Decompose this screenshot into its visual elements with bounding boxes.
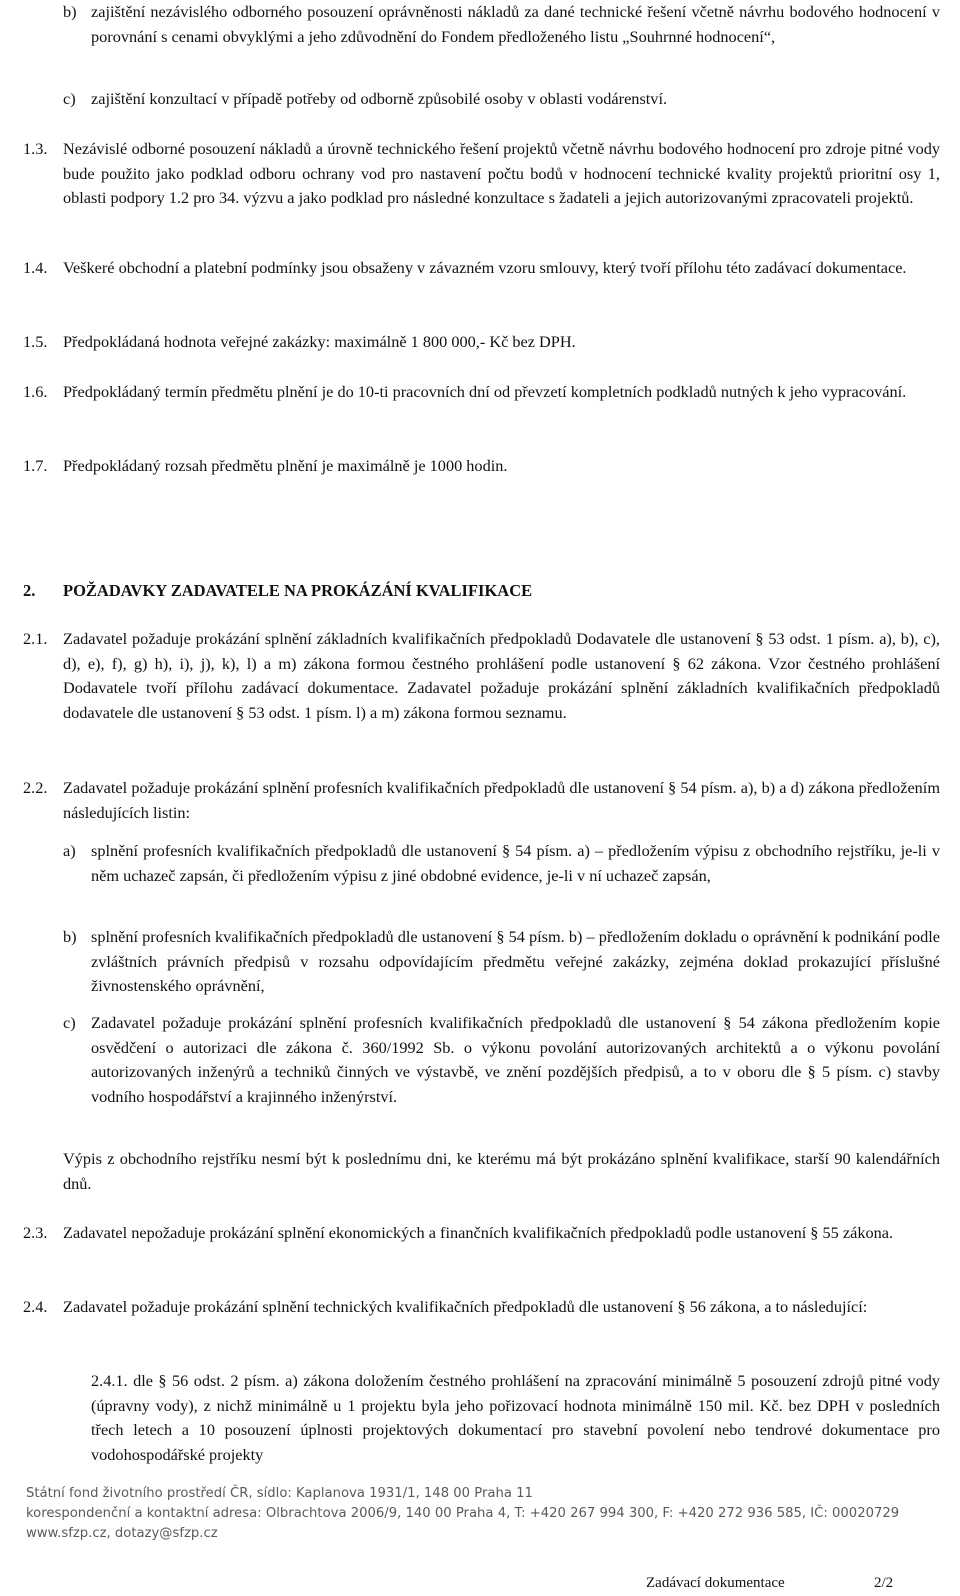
section-2-4-number: 2.4. xyxy=(23,1297,48,1316)
section-1-7-number: 1.7. xyxy=(23,456,48,475)
page-number: 2/2 xyxy=(874,1575,894,1591)
section-2-2-a-text: splnění profesních kvalifikačních předpokladů dle ustanovení § 54 písm. a) – předložením výpisu z obchodního rejstříku, je-li v něm uchazeč zapsán, či předložením výpisu z jiné obdobné evidence, je-li v ní uchazeč zapsán, xyxy=(91,841,940,885)
item-b-label: b) xyxy=(63,2,77,21)
section-2-2-note: Výpis z obchodního rejstříku nesmí být k poslednímu dni, ke kterému má být prokázáno splnění kvalifikace, starší 90 kalendářních dnů. xyxy=(63,1149,940,1193)
section-2-number: 2. xyxy=(23,581,36,600)
section-1-5-number: 1.5. xyxy=(23,332,48,351)
section-1-3-number: 1.3. xyxy=(23,139,48,158)
section-2-3-number: 2.3. xyxy=(23,1223,48,1242)
section-1-4-text: Veškeré obchodní a platební podmínky jsou obsaženy v závazném vzoru smlouvy, který tvoří přílohu této zadávací dokumentace. xyxy=(63,258,907,277)
section-2-1-text: Zadavatel požaduje prokázání splnění základních kvalifikačních předpokladů Dodavatele dle ustanovení § 53 odst. 1 písm. a), b), c), d), e), f), g) h), i), j), k), l) a m) zákona formou čestného prohlášení podle ustanovení § 62 zákona. Vzor čestného prohlášení Dodavatele tvoří přílohu zadávací dokumentace. Zadavatel požaduje prokázání splnění základních kvalifikačních předpokladů dodavatele dle ustanovení § 53 odst. 1 písm. l) a m) zákona formou seznamu. xyxy=(63,629,940,722)
section-2-2-b-label: b) xyxy=(63,927,77,946)
footer-web-link[interactable]: www.sfzp.cz, dotazy@sfzp.cz xyxy=(26,1526,218,1541)
section-1-7-text: Předpokládaný rozsah předmětu plnění je maximálně je 1000 hodin. xyxy=(63,456,508,475)
section-2-2-b-text: splnění profesních kvalifikačních předpokladů dle ustanovení § 54 písm. b) – předložením dokladu o oprávnění k podnikání podle zvláštních právních předpisů v rozsahu odpovídajícím předmětu veřejné zakázky, zejména doklad prokazující příslušné živnostenského oprávnění, xyxy=(91,927,940,995)
section-2-2-a-label: a) xyxy=(63,841,76,860)
page-info xyxy=(0,1572,960,1594)
section-2-2-c-text: Zadavatel požaduje prokázání splnění profesních kvalifikačních předpokladů dle ustanovení § 54 zákona předložením kopie osvědčení o autorizaci dle zákona č. 360/1992 Sb. o výkonu povolání autorizovaných architektů a o výkonu povolání autorizovaných inženýrů a techniků činných ve výstavbě, ve znění pozdějších předpisů, a to v oboru dle § 5 písm. c) stavby vodního hospodářství a krajinného inženýrství. xyxy=(91,1013,940,1106)
section-2-4-text: Zadavatel požaduje prokázání splnění technických kvalifikačních předpokladů dle ustanovení § 56 zákona, a to následující: xyxy=(63,1297,868,1316)
item-c-label: c) xyxy=(63,89,76,108)
section-2-2-c-label: c) xyxy=(63,1013,76,1032)
section-1-6-number: 1.6. xyxy=(23,382,48,401)
section-2-1-number: 2.1. xyxy=(23,629,48,648)
section-1-4-number: 1.4. xyxy=(23,258,48,277)
section-1-5-text: Předpokládaná hodnota veřejné zakázky: maximálně 1 800 000,- Kč bez DPH. xyxy=(63,332,576,351)
doc-label: Zadávací dokumentace xyxy=(646,1575,785,1591)
section-1-3-text: Nezávislé odborné posouzení nákladů a úrovně technického řešení projektů včetně návrhu bodového hodnocení pro zdroje pitné vody bude použito jako podklad odboru ochrany vod pro nastavení počtu bodů v hodnocení technické kvality projektů prioritní osy 1, oblasti podpory 1.2 pro 34. výzvu a jako podklad pro následné konzultace s žadateli a jejich autorizovanými zpracovateli projektů. xyxy=(63,139,940,207)
footer-address-line: Státní fond životního prostředí ČR, sídlo: Kaplanova 1931/1, 148 00 Praha 11 xyxy=(26,1486,533,1501)
section-2-heading: POŽADAVKY ZADAVATELE NA PROKÁZÁNÍ KVALIFIKACE xyxy=(63,581,533,600)
footer-contact-line: korespondenční a kontaktní adresa: Olbrachtova 2006/9, 140 00 Praha 4, T: +420 267 994 300, F: +420 272 936 585, IČ: 00020729 xyxy=(26,1506,900,1521)
item-c-text: zajištění konzultací v případě potřeby od odborně způsobilé osoby v oblasti vodárenství. xyxy=(91,89,668,108)
item-b-text: zajištění nezávislého odborného posouzení oprávněnosti nákladů za dané technické řešení včetně návrhu bodového hodnocení v porovnání s cenami obvyklými a jeho zdůvodnění do Fondem předloženého listu „Souhrnné hodnocení“, xyxy=(91,2,940,46)
section-2-3-text: Zadavatel nepožaduje prokázání splnění ekonomických a finančních kvalifikačních předpokladů podle ustanovení § 55 zákona. xyxy=(63,1223,894,1242)
section-2-4-1-text: 2.4.1. dle § 56 odst. 2 písm. a) zákona doložením čestného prohlášení na zpracování minimálně 5 posouzení zdrojů pitné vody (úpravny vody), z nichž minimálně u 1 projektu byla jeho pořizovací hodnota minimálně 150 mil. Kč. bez DPH v posledních třech letech a 10 posouzení úplnosti projektových dokumentací pro stavební povolení nebo tendrové dokumentace pro vodohospodářské projekty xyxy=(91,1371,940,1464)
section-1-6-text: Předpokládaný termín předmětu plnění je do 10-ti pracovních dní od převzetí kompletních podkladů nutných k jeho vypracování. xyxy=(63,382,907,401)
section-2-2-text: Zadavatel požaduje prokázání splnění profesních kvalifikačních předpokladů dle ustanovení § 54 písm. a), b) a d) zákona předložením následujících listin: xyxy=(63,778,940,822)
section-2-2-number: 2.2. xyxy=(23,778,48,797)
